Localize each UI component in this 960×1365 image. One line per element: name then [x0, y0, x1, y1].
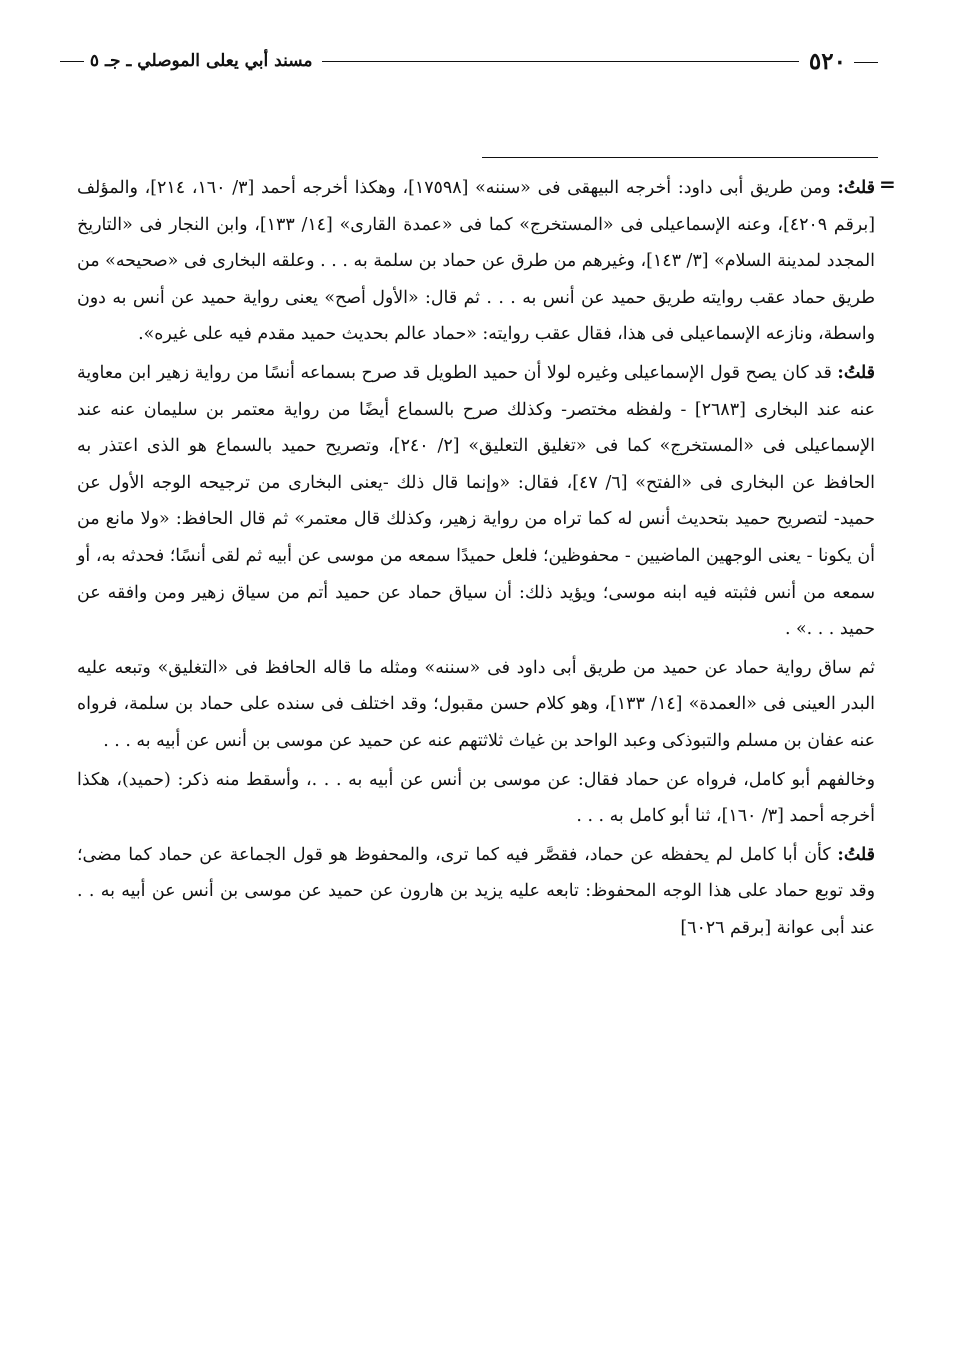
- paragraph-lead: قلتُ:: [837, 178, 875, 198]
- page-number: [809, 48, 878, 75]
- paragraph-text: ومن طريق أبى داود: أخرجه البيهقى فى «سننه» [١٧٥٩٨]، وهكذا أخرجه أحمد [٣/ ١٦٠، ٢١٤]، والمؤلف [برقم ٤٢٠٩]، وعنه الإسماعيلى فى «المستخرج» كما فى «عمدة القارى» [١٤/ ١٣٣]، وابن النجار فى «التاريخ المجدد لمدينة السلام» [٣/ ١٤٣]، وغيرهم من طرق عن حماد بن سلمة به . . . وعلقه البخارى فى «صحيحه» من طريق حماد عقب روايته طريق حميد عن أنس به . . . ثم قال: «الأول أصح» يعنى رواية حميد عن أنس به دون واسطة، ونازعه الإسماعيلى فى هذا، فقال عقب روايته: «حماد عالم بحديث حميد مقدم فيه على غيره».: [77, 178, 876, 345]
- paragraph-4: [77, 762, 875, 835]
- footnote-separator: [482, 157, 878, 158]
- page-number-dash: [854, 62, 878, 63]
- paragraph-text: كأن أبا كامل لم يحفظه عن حماد، فقصَّر فيه كما ترى، والمحفوظ هو قول الجماعة عن حماد كما مضى؛ وقد توبع حماد على هذا الوجه المحفوظ: تابعه عليه يزيد بن هارون عن حميد عن موسى بن أنس عن أبيه به . . عند أبى عوانة [برقم ٦٠٢٦]: [77, 844, 875, 938]
- continuation-mark: =: [879, 172, 896, 196]
- paragraph-text: قد كان يصح قول الإسماعيلى وغيره لولا أن حميد الطويل قد صرح بسماعه أنسًا من رواية زهير ابن معاوية عنه عند البخارى [٢٦٨٣] - ولفظه مختصر- وكذلك صرح بالسماع أيضًا من رواية معتمر بن سليمان عنه عند الإسماعيلى فى «المستخرج» كما فى «تغليق التعليق» [٢/ ٢٤٠]، وتصريح حميد بالسماع هو الذى اعتذر به الحافظ عن البخارى فى «الفتح» [٦/ ٤٧]، فقال: «وإنما قال ذلك -يعنى البخارى من ترجيحه الوجه الأول عن حميد- لتصريح حميد بتحديث أنس له كما تراه من رواية زهير، وكذلك قال معتمر» ثم قال الحافظ: «ولا مانع من أن يكونا - يعنى الوجهين الماضيين - محفوظين؛ فلعل حميدًا سمعه من موسى عن أبيه ثم لقى أنسًا؛ فحدثه به، أو سمعه من أنس فثبته فيه ابنه موسى؛ ويؤيد ذلك: أن سياق حماد عن حميد أتم من سياق زهير ومن وافقه عن حميد . . .» .: [77, 362, 876, 640]
- running-title-dash: [60, 61, 84, 62]
- running-title-text: مسند أبي يعلى الموصلي ـ جـ ٥: [89, 51, 313, 71]
- paragraph-lead: قلتُ:: [837, 844, 875, 865]
- paragraph-3: [77, 650, 875, 760]
- paragraph-2: [77, 355, 875, 648]
- running-title: [60, 51, 312, 71]
- header-rule: [322, 61, 798, 62]
- paragraph-text: ثم ساق رواية حماد عن حميد من طريق أبى داود فى «سننه» ومثله ما قاله الحافظ فى «التغليق» وتبعه عليه البدر العينى فى «العمدة» [١٤/ ١٣٣]، وهو كلام حسن مقبول؛ وقد اختلف فى سنده على حماد بن سلمة، فرواه عنه عفان بن مسلم والتبوذكى وعبد الواحد بن غياث ثلاثتهم عنه عن حميد عن موسى بن أنس عن أبيه به . . .: [77, 657, 875, 751]
- paragraph-1: [77, 170, 875, 353]
- paragraph-5: [77, 837, 875, 947]
- page-header: [60, 44, 878, 78]
- paragraph-lead: قلتُ:: [837, 362, 875, 383]
- page-number-value: ٥٢٠: [808, 47, 846, 75]
- paragraph-text: وخالفهم أبو كامل، فرواه عن حماد فقال: عن موسى بن أنس عن أبيه به . . .، وأسقط منه ذكر: (حميد)، هكذا أخرجه أحمد [٣/ ١٦٠]، ثنا أبو كامل به . . .: [77, 769, 875, 827]
- footnote-body: [77, 170, 875, 946]
